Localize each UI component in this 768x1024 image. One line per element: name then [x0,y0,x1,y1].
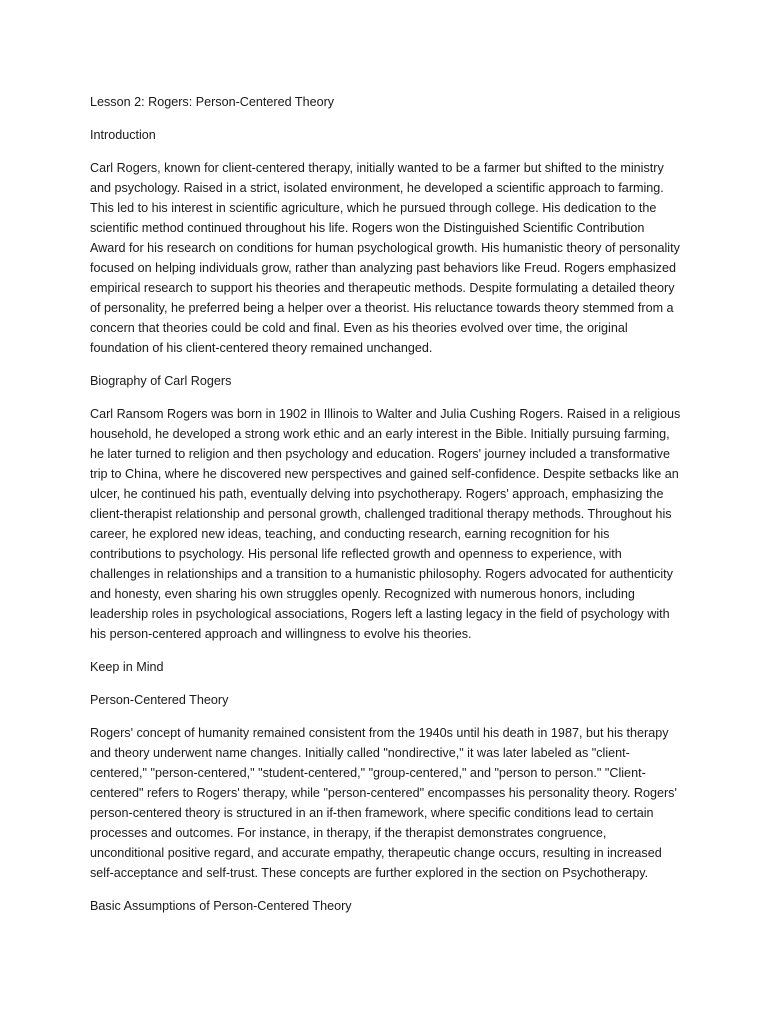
document-content [90,92,682,929]
section-heading-basic-assumptions: Basic Assumptions of Person-Centered Theory [90,899,352,913]
lesson-title: Lesson 2: Rogers: Person-Centered Theory [90,95,335,109]
section-heading-keep-in-mind: Keep in Mind [90,660,164,674]
section-heading-biography: Biography of Carl Rogers [90,374,232,388]
paragraph-introduction: Carl Rogers, known for client-centered therapy, initially wanted to be a farmer but shifted to the ministry and psychology. Raised in a strict, isolated environment, he developed a scientific approach to farming. This led to his interest in scientific agriculture, which he pursued through college. His dedication to the scientific method continued throughout his life. Rogers won the Distinguished Scientific Contribution Award for his research on conditions for human psychological growth. His humanistic theory of personality focused on helping individuals grow, rather than analyzing past behaviors like Freud. Rogers emphasized empirical research to support his theories and therapeutic methods. Despite formulating a detailed theory of personality, he preferred being a helper over a theorist. His reluctance towards theory stemmed from a concern that theories could be cold and final. Even as his theories evolved over time, the original foundation of his client-centered theory remained unchanged. [90,161,680,355]
section-heading-introduction: Introduction [90,128,156,142]
paragraph-person-centered-theory: Rogers' concept of humanity remained consistent from the 1940s until his death in 1987, but his therapy and theory underwent name changes. Initially called "nondirective," it was later labeled as "client-centered," "person-centered," "student-centered," "group-centered," and "person to person." "Client-centered" refers to Rogers' therapy, while "person-centered" encompasses his personality theory. Rogers' person-centered theory is structured in an if-then framework, where specific conditions lead to certain processes and outcomes. For instance, in therapy, if the therapist demonstrates congruence, unconditional positive regard, and accurate empathy, therapeutic change occurs, resulting in increased self-acceptance and self-trust. These concepts are further explored in the section on Psychotherapy. [90,726,677,880]
section-heading-person-centered-theory: Person-Centered Theory [90,693,229,707]
paragraph-biography: Carl Ransom Rogers was born in 1902 in Illinois to Walter and Julia Cushing Rogers. Raised in a religious household, he developed a strong work ethic and an early interest in the Bible. Initially pursuing farming, he later turned to religion and then psychology and education. Rogers' journey included a transformative trip to China, where he discovered new perspectives and gained self-confidence. Despite setbacks like an ulcer, he continued his path, eventually delving into psychotherapy. Rogers' approach, emphasizing the client-therapist relationship and personal growth, challenged traditional therapy methods. Throughout his career, he explored new ideas, teaching, and conducting research, earning recognition for his contributions to psychology. His personal life reflected growth and openness to experience, with challenges in relationships and a transition to a humanistic philosophy. Rogers advocated for authenticity and honesty, even sharing his own struggles openly. Recognized with numerous honors, including leadership roles in psychological associations, Rogers left a lasting legacy in the field of psychology with his person-centered approach and willingness to evolve his theories. [90,407,681,641]
